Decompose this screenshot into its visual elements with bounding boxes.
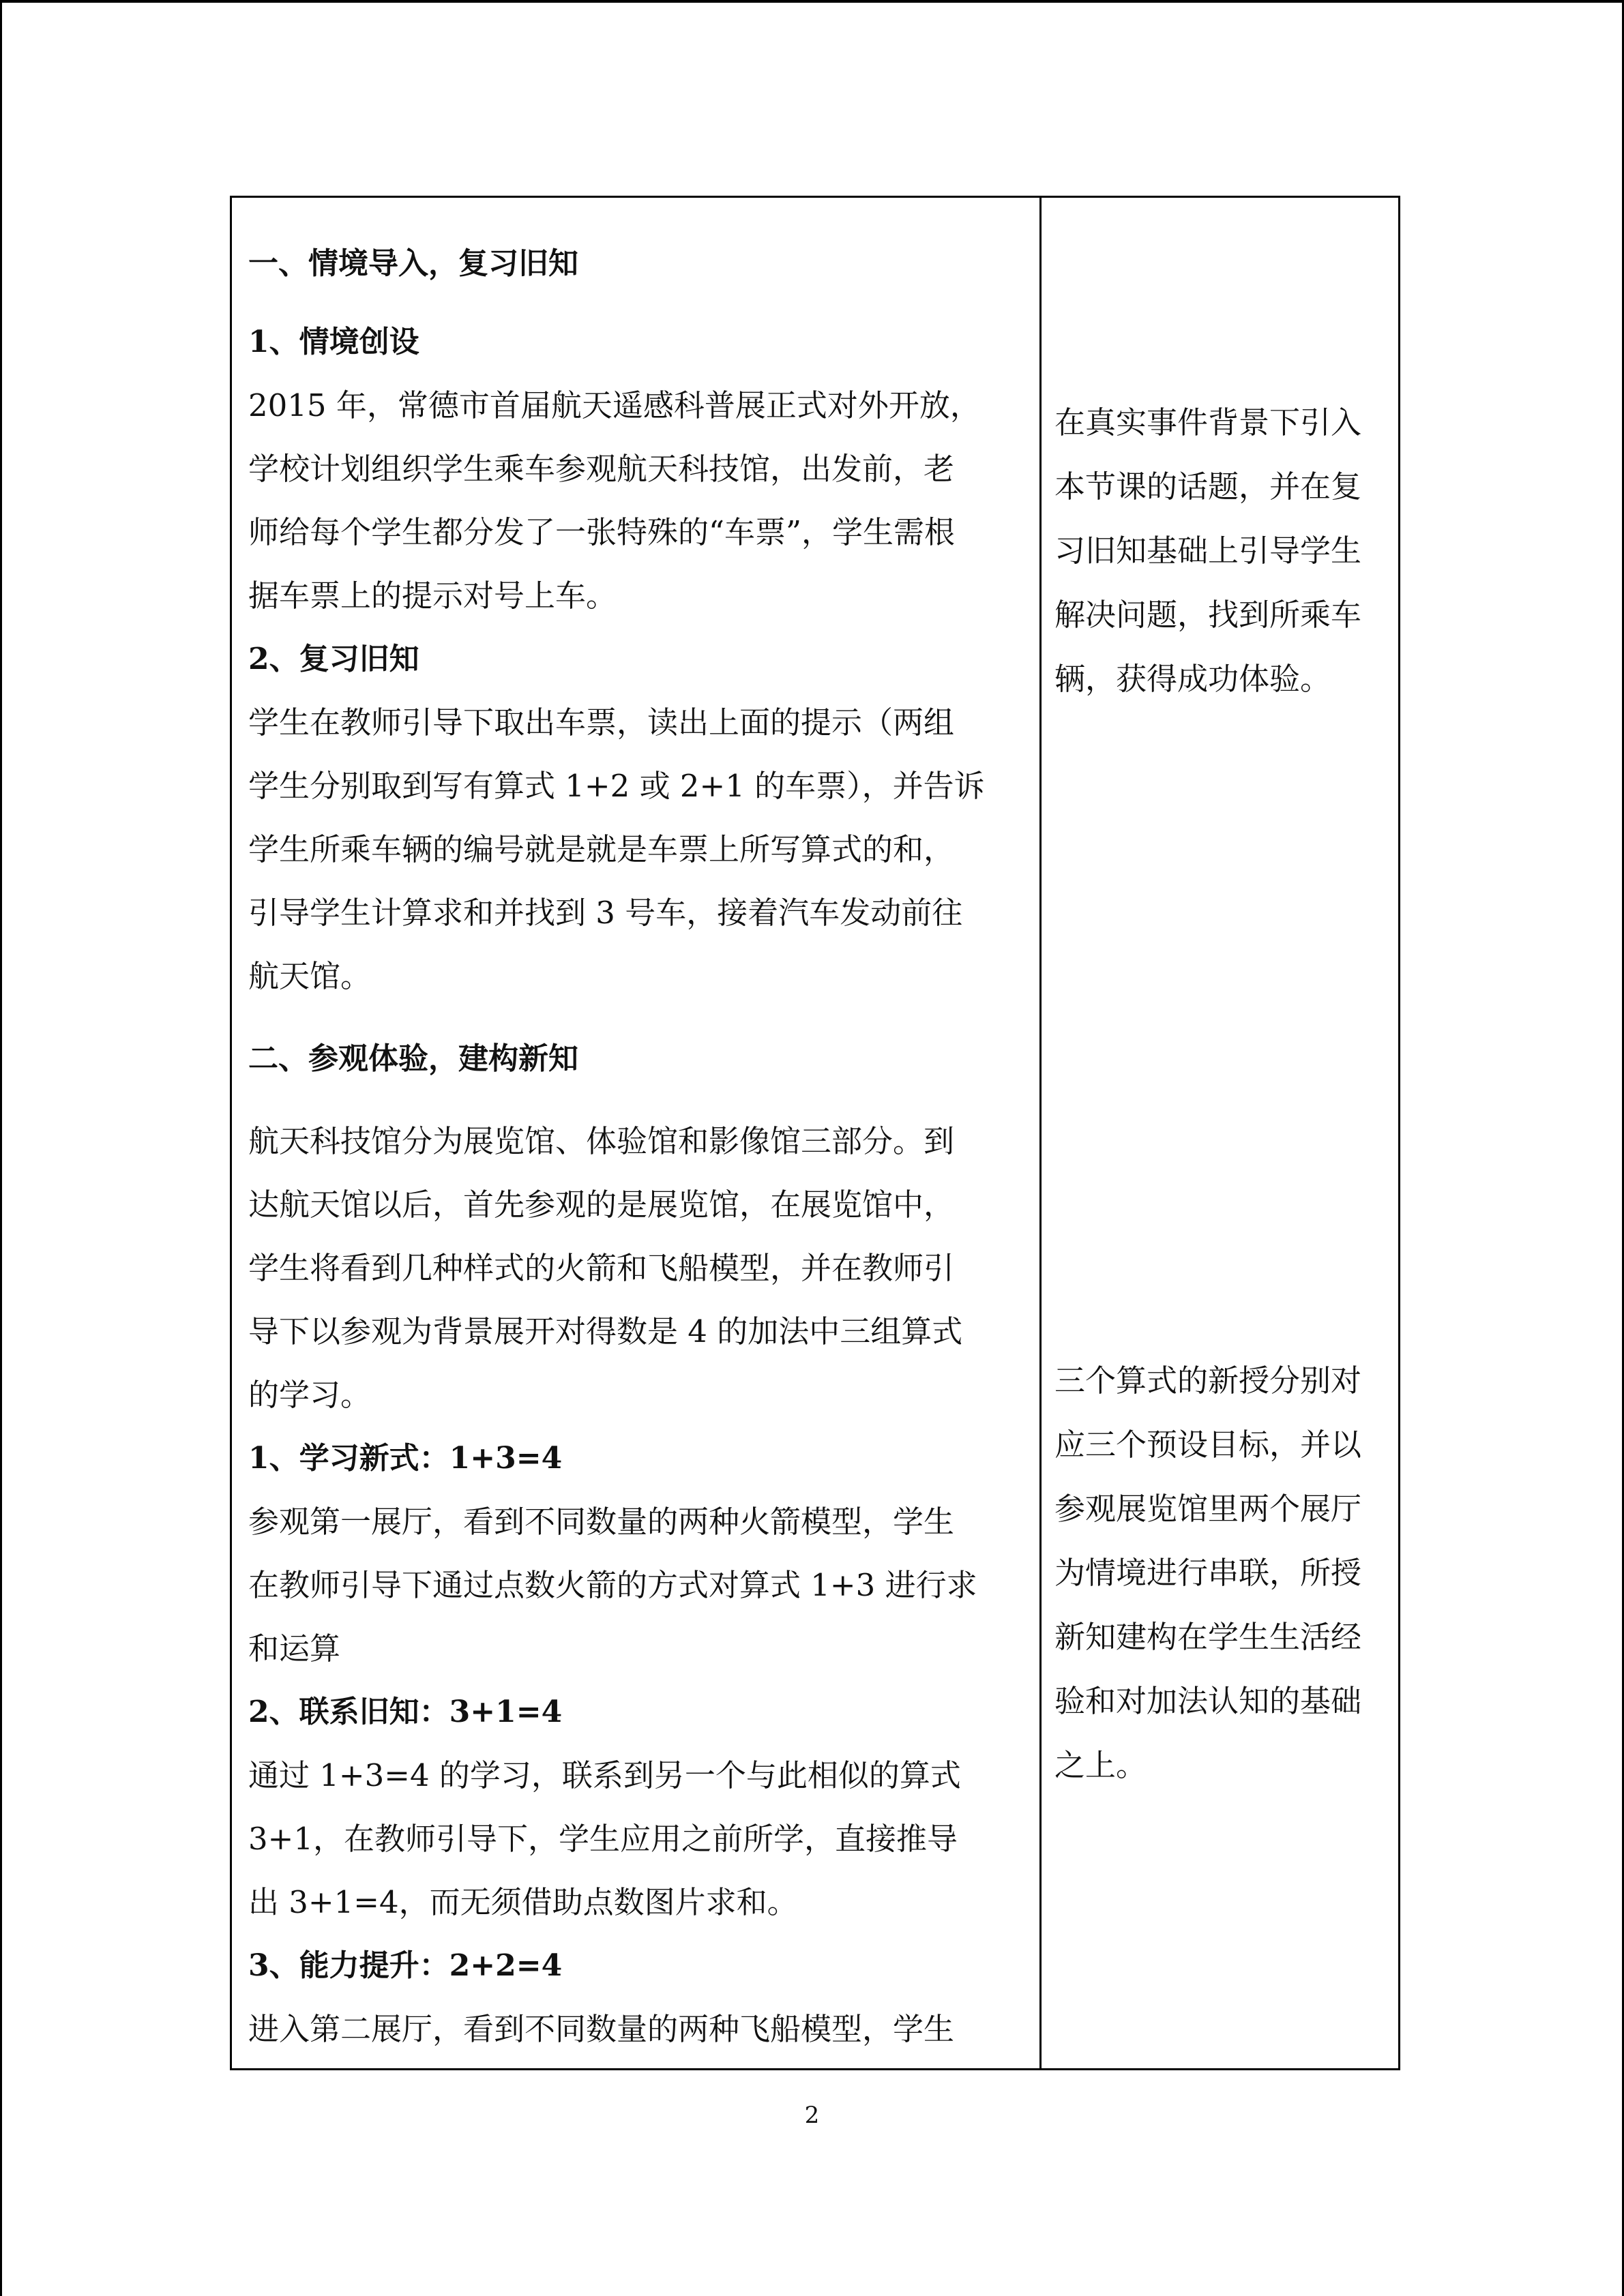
paragraph-line: 引导学生计算求和并找到 3 号车，接着汽车发动前往 — [248, 895, 963, 931]
note-line: 参观展览馆里两个展厅 — [1054, 1491, 1362, 1527]
note-line: 之上。 — [1054, 1747, 1147, 1783]
lesson-plan-table — [230, 196, 1400, 2070]
note-line: 在真实事件背景下引入 — [1054, 404, 1362, 441]
note-line: 解决问题，找到所乘车 — [1054, 597, 1362, 633]
paragraph-line: 2015 年，常德市首届航天遥感科普展正式对外开放， — [248, 387, 981, 423]
paragraph-line: 参观第一展厅，看到不同数量的两种火箭模型，学生 — [248, 1504, 955, 1540]
paragraph-line: 学生将看到几种样式的火箭和飞船模型，并在教师引 — [248, 1250, 955, 1286]
design-note-1 — [1054, 391, 1389, 711]
paragraph-line: 学生所乘车辆的编号就是就是车票上所写算式的和， — [248, 831, 955, 867]
note-line: 辆，获得成功体验。 — [1054, 661, 1331, 697]
paragraph-line: 学校计划组织学生乘车参观航天科技馆，出发前，老 — [248, 451, 955, 487]
paragraph-line: 通过 1+3=4 的学习，联系到另一个与此相似的算式 — [248, 1757, 961, 1793]
subsection-heading: 1、学习新式：1+3=4 — [248, 1441, 563, 1476]
section-heading: 二、参观体验，建构新知 — [248, 1041, 578, 1076]
note-line: 三个算式的新授分别对 — [1054, 1362, 1362, 1399]
teaching-process-column — [248, 232, 1026, 2061]
subsection-heading: 1、情境创设 — [248, 325, 419, 359]
note-line: 习旧知基础上引导学生 — [1054, 533, 1362, 569]
subsection-heading: 3、能力提升：2+2=4 — [248, 1948, 563, 1983]
design-note-2 — [1054, 1349, 1389, 1798]
paragraph-line: 和运算 — [248, 1630, 341, 1667]
page-border-left — [0, 0, 2, 2296]
paragraph-line: 航天科技馆分为展览馆、体验馆和影像馆三部分。到 — [248, 1123, 955, 1159]
paragraph-line: 出 3+1=4，而无须借助点数图片求和。 — [248, 1884, 798, 1920]
note-line: 本节课的话题，并在复 — [1054, 468, 1362, 505]
paragraph-line: 据车票上的提示对号上车。 — [248, 578, 617, 614]
paragraph-line: 在教师引导下通过点数火箭的方式对算式 1+3 进行求 — [248, 1567, 977, 1603]
page-border-top — [0, 0, 1624, 3]
note-line: 应三个预设目标，并以 — [1054, 1427, 1362, 1463]
section-heading: 一、情境导入，复习旧知 — [248, 246, 578, 281]
paragraph-line: 导下以参观为背景展开对得数是 4 的加法中三组算式 — [248, 1313, 963, 1350]
note-line: 新知建构在学生生活经 — [1054, 1619, 1362, 1655]
note-line: 验和对加法认知的基础 — [1054, 1683, 1362, 1719]
subsection-heading: 2、复习旧知 — [248, 642, 419, 676]
paragraph-line: 3+1，在教师引导下，学生应用之前所学，直接推导 — [248, 1821, 958, 1857]
paragraph-line: 达航天馆以后，首先参观的是展览馆，在展览馆中， — [248, 1187, 955, 1223]
note-line: 为情境进行串联，所授 — [1054, 1555, 1362, 1591]
subsection-heading: 2、联系旧知：3+1=4 — [248, 1695, 563, 1729]
paragraph-line: 航天馆。 — [248, 958, 372, 994]
paragraph-line: 进入第二展厅，看到不同数量的两种飞船模型，学生 — [248, 2011, 955, 2047]
column-divider — [1039, 198, 1042, 2068]
paragraph-line: 学生分别取到写有算式 1+2 或 2+1 的车票），并告诉 — [248, 768, 985, 804]
paragraph-line: 的学习。 — [248, 1377, 372, 1413]
paragraph-line: 师给每个学生都分发了一张特殊的“车票”，学生需根 — [248, 514, 956, 550]
paragraph-line: 学生在教师引导下取出车票，读出上面的提示（两组 — [248, 704, 955, 741]
page-number: 2 — [804, 2102, 820, 2129]
